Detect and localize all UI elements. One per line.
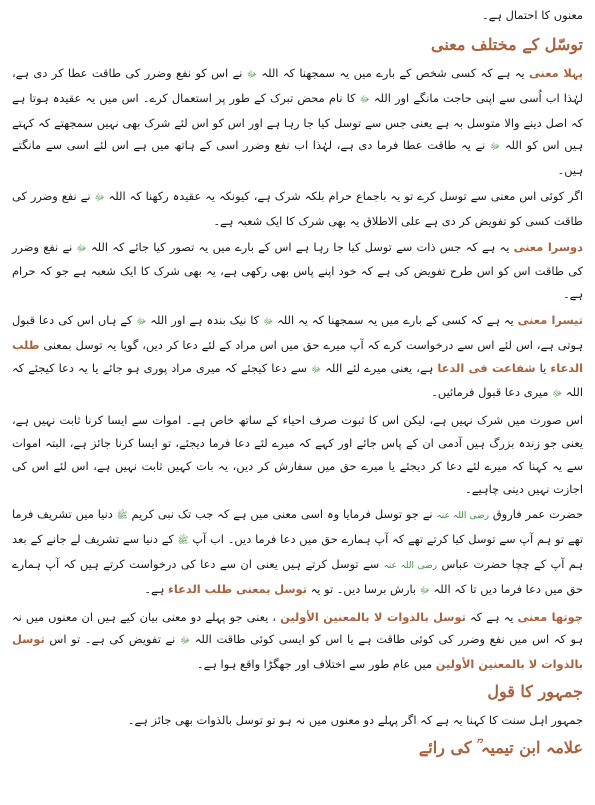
text-segment: یہ ہے کہ کسی شخص کے بارے میں یہ سمجھنا کہ اللہ bbox=[261, 66, 525, 80]
paragraph-third-meaning bbox=[12, 309, 583, 406]
arabic-term: توسل بالذوات لا بالمعنین الأولین bbox=[280, 609, 466, 624]
allah-honorific-icon: ﷻ bbox=[490, 142, 501, 153]
paragraph-second-meaning bbox=[12, 236, 583, 306]
text-segment: ، یعنی جو پہلے دو معنی بیان کیے ہیں ان معنوں میں نہ ہو کہ اس میں نفع وضرر کی کوئی طاقت ہے یا اس کو ایسی کوئی طاقت اللہ bbox=[12, 609, 584, 647]
allah-honorific-icon: ﷻ bbox=[179, 636, 191, 647]
allah-honorific-icon: ﷻ bbox=[246, 70, 257, 80]
prophet-honorific-icon: ﷺ bbox=[116, 511, 128, 522]
arabic-term: بمعنی طلب الدعاء bbox=[168, 581, 271, 596]
text-segment: حضرت عمر فاروق bbox=[492, 507, 584, 522]
text-segment: بارش برسا دیں۔ تو یہ bbox=[310, 581, 417, 596]
ra-honorific-icon: رضی اللہ عنہ bbox=[436, 511, 490, 522]
text-segment: کا نیک بندہ ہے اور اللہ bbox=[150, 312, 260, 327]
term-tawassul: توسل bbox=[274, 581, 307, 596]
text-segment: یہ ہے کہ کسی کے بارے میں یہ سمجھنا کہ یہ اللہ bbox=[277, 312, 514, 327]
allah-honorific-icon: ﷻ bbox=[94, 192, 105, 203]
arabic-term: توسل بالذوات لا بالمعنین الأولین bbox=[12, 632, 583, 672]
allah-honorific-icon: ﷻ bbox=[552, 389, 563, 400]
lead-second-meaning: دوسرا معنی bbox=[513, 239, 583, 254]
text-segment: نے تفویض کی ہے۔ تو اس bbox=[49, 632, 176, 647]
text-segment: ہے، یعنی میرے لئے اللہ bbox=[325, 360, 434, 375]
allah-honorific-icon: ﷻ bbox=[359, 94, 370, 105]
allah-honorific-icon: ﷻ bbox=[136, 316, 147, 327]
prophet-honorific-icon: ﷺ bbox=[177, 536, 189, 547]
lead-third-meaning: تیسرا معنی bbox=[517, 312, 583, 327]
text-segment: یا bbox=[539, 360, 547, 375]
text-segment: کے ہاں اس کی دعا قبول ہوتی ہے، اس لئے اس سے درخواست کرے کہ آپ میرے حق میں اس مراد کے لئے دعا کر دیں، گویا یہ توسل بمعنی bbox=[12, 312, 584, 352]
arabic-term: شفاعت فی الدعا bbox=[437, 360, 536, 375]
paragraph-fourth-meaning bbox=[12, 606, 583, 676]
allah-honorific-icon: ﷻ bbox=[419, 585, 430, 596]
text-segment: نے اس کو نفع وضرر کی طاقت عطا کر دی ہے، لہٰذا اب اُسی سے اپنی حاجت مانگے اور اللہ bbox=[12, 66, 583, 105]
section-heading-ibn-taymiyyah: علامہ ابن تیمیہ ؒ کی رائے bbox=[418, 737, 583, 757]
text-segment: نے یہ طاقت عطا فرما دی ہے، لہٰذا اب نفع وضرر اسی کے ہاتھ میں ہے اس لئے اسی سے مانگتے ہیں۔ bbox=[12, 138, 583, 178]
section-heading-meanings: توسّل کے مختلف معنی bbox=[431, 35, 583, 54]
allah-honorific-icon: ﷻ bbox=[76, 243, 87, 254]
ra-honorific-icon: رضی اللہ عنہ bbox=[383, 560, 438, 571]
text-segment: سے توسل کرتے ہیں یعنی ان سے دعا کی درخواست کرتے ہیں کہ آپ ہمارے حق میں دعا فرما دیں تا کہ اللہ bbox=[12, 556, 583, 596]
text-segment: دنیا میں تشریف فرما تھے تو ہم آپ سے توسل کیا کرتے تھے کہ آپ ہمارے حق میں دعا فرما دیں۔ اب آپ bbox=[12, 507, 583, 547]
allah-honorific-icon: ﷻ bbox=[263, 316, 274, 327]
lead-fourth-meaning: چوتھا معنی bbox=[517, 609, 583, 624]
text-segment: نے جو توسل فرمایا وہ اسی معنی میں ہے کہ جب تک نبی کریم bbox=[131, 507, 433, 522]
text-segment: یہ ہے کہ bbox=[470, 609, 514, 624]
text-segment: ہے۔ bbox=[144, 581, 165, 596]
text-segment: کے دنیا سے تشریف لے جانے کے بعد ہم آپ کے چچا حضرت عباس bbox=[12, 532, 584, 571]
text-segment: کا نام محض تبرک کے طور پر استعمال کرے۔ اس میں یہ عقیدہ ہوتا ہے کہ اصل دینے والا متوسل بہ ہے یعنی جس سے توسل کیا جا رہا ہے اور اس کو اس لئے شرک بھی نہیں سمجھتے کہ کہتے ہیں اس کو اللہ bbox=[12, 90, 584, 153]
text-segment: اگر کوئی اس معنی سے توسل کرے تو یہ باجماع حرام بلکہ شرک ہے، کیونکہ یہ عقیدہ رکھنا کہ اللہ bbox=[108, 188, 584, 203]
paragraph-umar-example bbox=[12, 503, 583, 602]
paragraph-majority-view: جمہور اہل سنت کا کہنا یہ ہے کہ اگر پہلے دو معنوں میں نہ ہو تو توسل بالذوات بھی جائز ہے۔ bbox=[127, 712, 583, 727]
text-segment: سے دعا کیجئے کہ میری مراد پوری ہو جائے یا یہ دعا کیجئے کہ اللہ bbox=[12, 360, 583, 400]
paragraph-first-meaning bbox=[12, 62, 583, 182]
allah-honorific-icon: ﷻ bbox=[311, 364, 322, 375]
arabic-term: طلب الدعاء bbox=[12, 337, 584, 375]
top-line: معنوں کا احتمال ہے۔ bbox=[481, 8, 583, 22]
section-heading-majority: جمہور کا قول bbox=[487, 681, 583, 701]
text-segment: نے نفع وضرر کی طاقت کسی کو تفویض کر دی ہے علی الاطلاق یہ بھی شرک کا ایک شعبہ ہے۔ bbox=[12, 188, 583, 228]
text-segment: یہ ہے کہ جس ذات سے توسل کیا جا رہا ہے اس کے بارے میں یہ تصور کیا جائے کہ اللہ bbox=[90, 239, 510, 254]
lead-first-meaning: پہلا معنی bbox=[529, 66, 583, 80]
text-segment: نے نفع وضرر کی طاقت اس کو اس طرح تفویض کی ہے کہ خود اپنے پاس بھی رکھی ہے، یہ بھی شرک کا ایک شعبہ ہے جو کہ حرام ہے۔ bbox=[12, 239, 583, 302]
text-segment: میں عام طور سے اختلاف اور جھگڑا واقع ہوا ہے۔ bbox=[196, 657, 433, 672]
text-segment: میری دعا قبول فرمائیں۔ bbox=[431, 385, 549, 400]
paragraph-living-only: اس صورت میں شرک نہیں ہے، لیکن اس کا ثبوت صرف احیاء کے ساتھ خاص ہے۔ اموات سے ایسا کرنا ثابت نہیں ہے، یعنی جو زندہ بزرگ ہیں آدمی ان کے پاس جائے اور کہے کہ میرے لئے دعا فرما دیجئے، تو ایسا کرنا جائز ہے، البتہ اموات سے یہ کہنا کہ میرے لئے دعا کر دیجئے یا میرے حق میں سفارش کر دیں، یہ بات کہیں ثابت نہیں ہے، اس لئے اس کی اجازت نہیں دینی چاہیے۔ bbox=[12, 413, 583, 496]
paragraph-ruling bbox=[12, 185, 583, 233]
